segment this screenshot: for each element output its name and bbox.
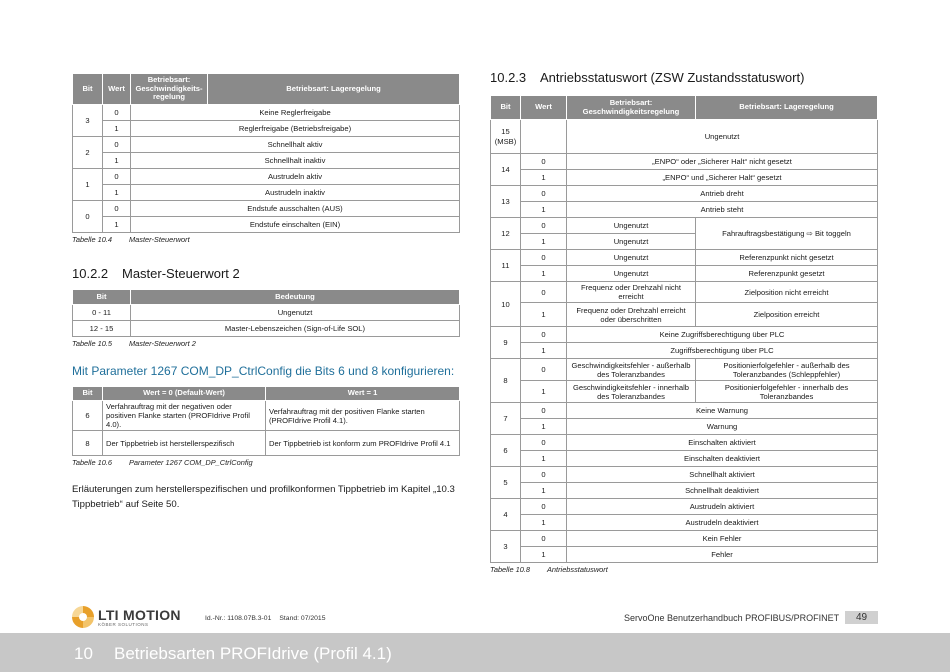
wert-cell: 1	[521, 170, 567, 186]
wert-cell: 0	[521, 250, 567, 266]
caption-table-10-4: Tabelle 10.4 Master-Steuerwort	[72, 235, 190, 244]
wert-cell: 1	[521, 202, 567, 218]
value-cell: Zielposition erreicht	[696, 303, 878, 327]
logo-name: LTI MOTION	[98, 606, 181, 623]
value-cell: Positionierfolgefehler - außerhalb des Toleranzbandes (Schleppfehler)	[696, 359, 878, 381]
value-cell: Austrudeln inaktiv	[131, 185, 460, 201]
value-cell: Ungenutzt	[567, 234, 696, 250]
value-cell: Antrieb steht	[567, 202, 878, 218]
wert-cell: 0	[521, 282, 567, 303]
wert-cell: 1	[521, 483, 567, 499]
th-geschw: Betriebsart: Geschwindigkeitsregelung	[567, 96, 696, 120]
value-cell: Reglerfreigabe (Betriebsfreigabe)	[131, 121, 460, 137]
th-bit: Bit	[73, 387, 103, 401]
table-ctrlconfig	[72, 386, 460, 456]
th-bedeutung: Bedeutung	[131, 290, 460, 305]
bit-cell: 4	[491, 499, 521, 531]
table-master-steuerwort	[72, 73, 460, 233]
table-master-steuerwort-2	[72, 289, 460, 337]
wert-cell: 0	[521, 467, 567, 483]
value-cell: Frequenz oder Drehzahl erreicht oder überschritten	[567, 303, 696, 327]
table-antriebsstatuswort	[490, 95, 878, 563]
value-cell: Zielposition nicht erreicht	[696, 282, 878, 303]
value-cell: Endstufe ausschalten (AUS)	[131, 201, 460, 217]
wert-cell: 0	[521, 499, 567, 515]
value-cell: Ungenutzt	[567, 120, 878, 154]
bit-cell: 7	[491, 403, 521, 435]
value-cell: Ungenutzt	[567, 266, 696, 282]
th-lage: Betriebsart: Lageregelung	[208, 74, 460, 105]
th-wert: Wert	[103, 74, 131, 105]
value-cell: Frequenz oder Drehzahl nicht erreicht	[567, 282, 696, 303]
bit-cell: 6	[491, 435, 521, 467]
bit-cell: 3	[491, 531, 521, 563]
wert-cell: 0	[103, 201, 131, 217]
bit-cell: 13	[491, 186, 521, 218]
bit-cell: 0 - 11	[73, 305, 131, 321]
value-cell: Referenzpunkt gesetzt	[696, 266, 878, 282]
manual-title: ServoOne Benutzerhandbuch PROFIBUS/PROFINET	[624, 613, 840, 623]
value-cell: „ENPO“ oder „Sicherer Halt“ nicht gesetzt	[567, 154, 878, 170]
logo-icon	[72, 606, 94, 628]
wert-cell: 0	[521, 531, 567, 547]
wert-cell: 1	[103, 217, 131, 233]
bit-cell: 5	[491, 467, 521, 499]
th-geschw: Betriebsart: Geschwindigkeits-regelung	[131, 74, 208, 105]
th-lage: Betriebsart: Lageregelung	[696, 96, 878, 120]
wert-cell: 0	[521, 154, 567, 170]
wert-cell: 1	[521, 381, 567, 403]
bit-cell: 1	[73, 169, 103, 201]
th-bit: Bit	[73, 290, 131, 305]
bit-cell: 0	[73, 201, 103, 233]
value-cell: Kein Fehler	[567, 531, 878, 547]
th-bit: Bit	[73, 74, 103, 105]
bit-cell: 10	[491, 282, 521, 327]
left-column	[72, 73, 460, 512]
value-cell: Einschalten deaktiviert	[567, 451, 878, 467]
value-cell: Schnellhalt deaktiviert	[567, 483, 878, 499]
bit-cell: 8	[491, 359, 521, 403]
lti-motion-logo	[72, 606, 181, 628]
bit-cell: 12 - 15	[73, 321, 131, 337]
value-cell: Keine Zugriffsberechtigung über PLC	[567, 327, 878, 343]
wert-cell: 0	[521, 327, 567, 343]
value-cell: Keine Warnung	[567, 403, 878, 419]
bit-cell: 2	[73, 137, 103, 169]
value-cell: Der Tippbetrieb ist herstellerspezifisch	[103, 431, 266, 456]
value-cell: Referenzpunkt nicht gesetzt	[696, 250, 878, 266]
th-wert-1: Wert = 1	[266, 387, 460, 401]
section-heading-10-2-2: 10.2.2 Master-Steuerwort 2	[72, 266, 240, 281]
value-cell: Fehler	[567, 547, 878, 563]
bit-cell: 3	[73, 105, 103, 137]
value-cell: Der Tippbetrieb ist konform zum PROFIdrive Profil 4.1	[266, 431, 460, 456]
value-cell: „ENPO“ und „Sicherer Halt“ gesetzt	[567, 170, 878, 186]
caption-table-10-6: Tabelle 10.6 Parameter 1267 COM_DP_CtrlConfig	[72, 458, 253, 468]
body-paragraph: Erläuterungen zum herstellerspezifischen und profilkonformen Tippbetrieb im Kapitel „10.3 Tippbetrieb“ auf Seite 50.	[72, 484, 455, 510]
logo-subtitle: KÖBER SOLUTIONS	[98, 621, 149, 627]
wert-cell: 0	[521, 435, 567, 451]
blue-heading: Mit Parameter 1267 COM_DP_CtrlConfig die Bits 6 und 8 konfigurieren:	[72, 364, 455, 378]
wert-cell: 1	[521, 547, 567, 563]
wert-cell: 1	[103, 185, 131, 201]
value-cell: Austrudeln aktiv	[131, 169, 460, 185]
value-cell: Ungenutzt	[567, 218, 696, 234]
bit-cell: 8	[73, 431, 103, 456]
section-heading-10-2-3: 10.2.3 Antriebsstatuswort (ZSW Zustandsstatuswort)	[490, 70, 805, 85]
chapter-title: 10 Betriebsarten PROFIdrive (Profil 4.1)	[74, 644, 392, 663]
value-cell: Geschwindigkeitsfehler - innerhalb des Toleranzbandes	[567, 381, 696, 403]
th-bit: Bit	[491, 96, 521, 120]
value-cell: Ungenutzt	[131, 305, 460, 321]
document-id: Id.-Nr.: 1108.07B.3-01 Stand: 07/2015	[205, 615, 326, 622]
bit-cell: 9	[491, 327, 521, 359]
wert-cell: 0	[103, 137, 131, 153]
value-cell: Positionierfolgefehler - innerhalb des Toleranzbandes	[696, 381, 878, 403]
wert-cell: 0	[521, 359, 567, 381]
wert-cell: 0	[521, 186, 567, 202]
wert-cell: 1	[521, 234, 567, 250]
th-wert: Wert	[521, 96, 567, 120]
page-number: 49	[845, 611, 878, 624]
bit-cell: 14	[491, 154, 521, 186]
wert-cell	[521, 120, 567, 154]
wert-cell: 1	[103, 153, 131, 169]
value-cell: Ungenutzt	[567, 250, 696, 266]
wert-cell: 1	[521, 515, 567, 531]
value-cell: Warnung	[567, 419, 878, 435]
value-cell: Einschalten aktiviert	[567, 435, 878, 451]
bit-cell: 11	[491, 250, 521, 282]
right-column	[490, 70, 878, 574]
wert-cell: 0	[103, 169, 131, 185]
th-wert-0: Wert = 0 (Default-Wert)	[103, 387, 266, 401]
value-cell: Verfahrauftrag mit der negativen oder positiven Flanke starten (PROFIdrive Profil 4.0).	[103, 401, 266, 431]
wert-cell: 0	[521, 218, 567, 234]
wert-cell: 0	[521, 403, 567, 419]
caption-table-10-5: Tabelle 10.5 Master-Steuerwort 2	[72, 339, 196, 348]
value-cell: Austrudeln aktiviert	[567, 499, 878, 515]
value-cell: Verfahrauftrag mit der positiven Flanke starten (PROFIdrive Profil 4.1).	[266, 401, 460, 431]
value-cell: Master-Lebenszeichen (Sign-of-Life SOL)	[131, 321, 460, 337]
wert-cell: 1	[103, 121, 131, 137]
bit-cell: 6	[73, 401, 103, 431]
wert-cell: 1	[521, 266, 567, 282]
value-cell: Schnellhalt inaktiv	[131, 153, 460, 169]
wert-cell: 1	[521, 419, 567, 435]
wert-cell: 0	[103, 105, 131, 121]
value-cell: Geschwindigkeitsfehler - außerhalb des Toleranzbandes	[567, 359, 696, 381]
wert-cell: 1	[521, 303, 567, 327]
bit-cell: 12	[491, 218, 521, 250]
bit-cell: 15 (MSB)	[491, 120, 521, 154]
value-cell: Antrieb dreht	[567, 186, 878, 202]
wert-cell: 1	[521, 343, 567, 359]
value-cell: Fahrauftragsbestätigung ⇨ Bit toggeln	[696, 218, 878, 250]
value-cell: Zugriffsberechtigung über PLC	[567, 343, 878, 359]
value-cell: Endstufe einschalten (EIN)	[131, 217, 460, 233]
caption-table-10-8: Tabelle 10.8 Antriebsstatuswort	[490, 565, 608, 575]
value-cell: Austrudeln deaktiviert	[567, 515, 878, 531]
wert-cell: 1	[521, 451, 567, 467]
value-cell: Schnellhalt aktiviert	[567, 467, 878, 483]
value-cell: Schnellhalt aktiv	[131, 137, 460, 153]
value-cell: Keine Reglerfreigabe	[131, 105, 460, 121]
